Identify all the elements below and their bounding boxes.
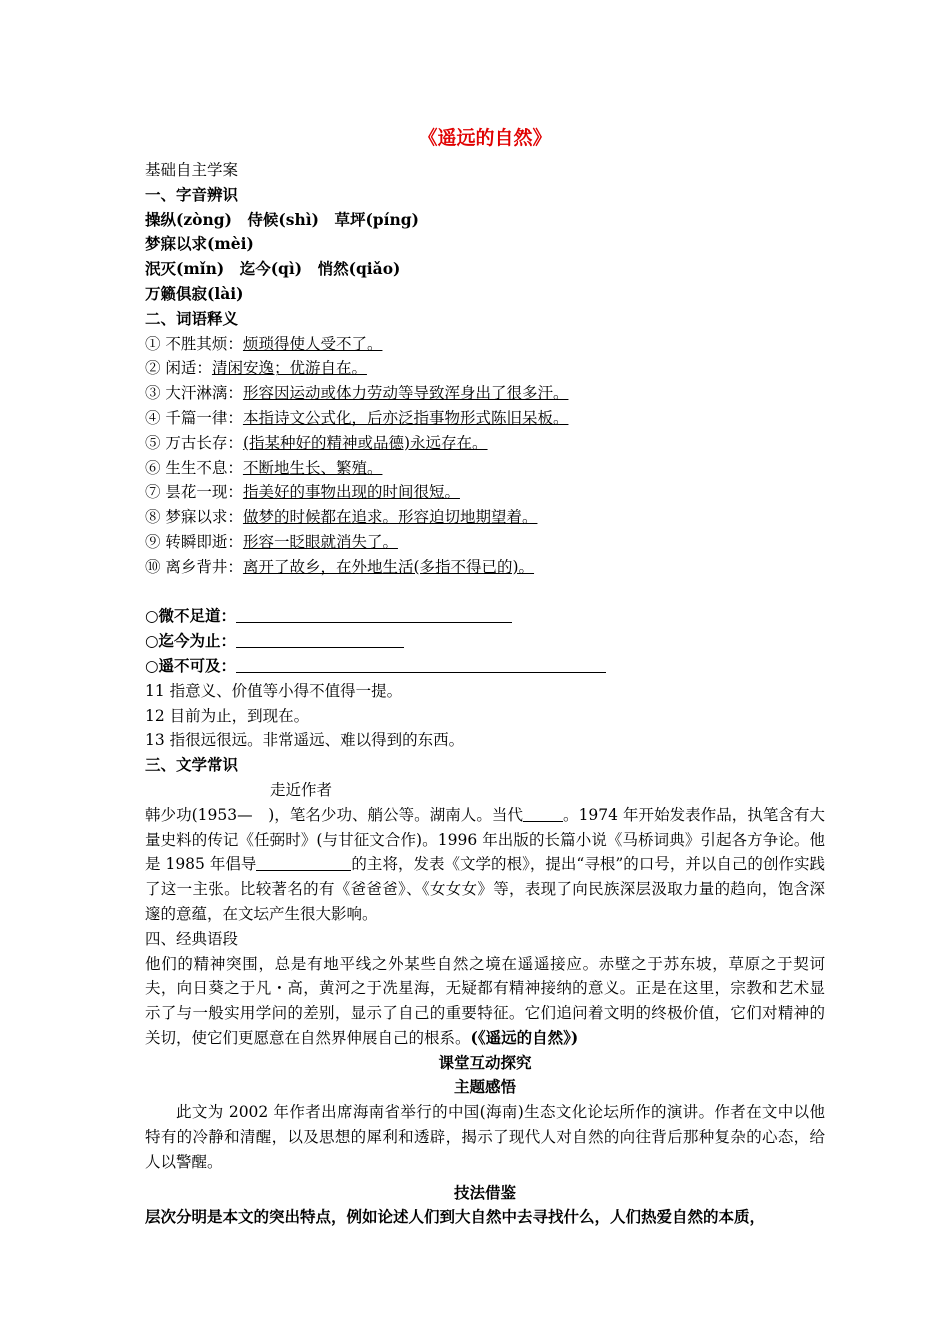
vocab-term: ⑤ 万古长存：: [145, 433, 243, 452]
vocab-item: [145, 406, 825, 431]
vocab-term: ① 不胜其烦：: [145, 334, 243, 353]
vocab-term: ⑦ 昙花一现：: [145, 483, 243, 502]
spacer: [145, 580, 825, 605]
vocab-definition: (指某种好的精神或品德)永远存在。: [242, 433, 488, 452]
pinyin-line: 操纵(zòng) 侍候(shì) 草坪(píng): [145, 209, 419, 229]
vocab-item: [145, 381, 825, 406]
fill-blank[interactable]: [236, 656, 606, 673]
fill-term: ○微不足道：: [145, 606, 237, 626]
passage-source: (《遥远的自然》): [470, 1027, 579, 1047]
vocab-term: ⑨ 转瞬即逝：: [145, 532, 243, 551]
vocab-definition: 形容一眨眼就消失了。: [242, 532, 398, 551]
vocab-term: ④ 千篇一律：: [145, 408, 243, 427]
technique-heading: 技法借鉴: [453, 1182, 516, 1202]
vocab-item: [145, 480, 825, 505]
fill-item: [145, 629, 825, 654]
fill-blank[interactable]: [236, 631, 404, 648]
author-text: 韩少功(1953— )，笔名少功、艄公等。湖南人。当代: [145, 805, 523, 824]
vocab-definition: 指美好的事物出现的时间很短。: [242, 483, 460, 502]
author-text: 的主将，发表《文学的根》，提出“寻根”的口号，并以自己的创作实践了这一主张。比较著名的有《爸爸爸》、《女女女》等，表现了向民族深层汲取力量的趋向，饱含深邃的意蕴，在文坛产生很大影响。: [145, 855, 825, 923]
vocab-definition: 本指诗文公式化，后亦泛指事物形式陈旧呆板。: [242, 408, 569, 427]
pinyin-line: 梦寐以求(mèi): [145, 234, 254, 254]
answer-line: 13 指很远很远。非常遥远、难以得到的东西。: [145, 731, 465, 750]
vocab-item: [145, 356, 825, 381]
vocab-item: [145, 431, 825, 456]
document-page: [145, 118, 825, 1230]
vocab-definition: 不断地生长、繁殖。: [242, 458, 383, 477]
vocab-definition: 清闲安逸；优游自在。: [211, 359, 367, 378]
answer-line: 12 目前为止，到现在。: [145, 706, 310, 725]
vocab-definition: 烦琐得使人受不了。: [242, 334, 383, 353]
classic-passage: [145, 952, 825, 1051]
fill-blank[interactable]: [236, 606, 512, 623]
vocab-definition: 形容因运动或体力劳动等导致浑身出了很多汗。: [242, 384, 569, 403]
pinyin-line: 泯灭(mǐn) 迄今(qì) 悄然(qiǎo): [145, 259, 401, 279]
section-4-heading: 四、经典语段: [145, 929, 239, 948]
class-heading: 课堂互动探究: [438, 1052, 532, 1072]
vocab-definition: 做梦的时候都在追求。形容迫切地期望着。: [242, 508, 538, 527]
document-title: 《遥远的自然》: [418, 127, 552, 149]
section-3-heading: 三、文学常识: [145, 755, 239, 775]
vocab-term: ③ 大汗淋漓：: [145, 384, 243, 403]
theme-paragraph: 此文为 2002 年作者出席海南省举行的中国(海南)生态文化论坛所作的演讲。作者在文中以他特有的冷静和清醒，以及思想的犀利和透辟，揭示了现代人对自然的向往背后那种复杂的心态，给人以警醒。: [145, 1103, 825, 1171]
vocab-item: [145, 530, 825, 555]
fill-item: [145, 604, 825, 629]
vocab-term: ② 闲适：: [145, 359, 212, 378]
author-text: 。1974 年开始发表作品，执笔含有大量史料的传记《任弼时》(与甘征文合作)。1996 年出版的长篇小说《马桥词典》引起各方争论。他是 1985 年倡导: [145, 805, 825, 874]
vocab-term: ⑩ 离乡背井：: [145, 557, 243, 576]
vocab-definition: 离开了故乡，在外地生活(多指不得已的)。: [242, 557, 535, 576]
answer-line: 11 指意义、价值等小得不值得一提。: [145, 681, 403, 700]
pinyin-line: 万籁俱寂(lài): [145, 283, 244, 303]
fill-term: ○迄今为止：: [145, 631, 237, 651]
section-1-heading: 一、字音辨识: [145, 184, 239, 204]
fill-blank[interactable]: [256, 854, 351, 871]
fill-blank[interactable]: [523, 805, 563, 822]
vocab-item: [145, 555, 825, 580]
vocab-item: [145, 332, 825, 357]
vocab-item: [145, 505, 825, 530]
subtitle: 基础自主学案: [145, 161, 239, 179]
theme-heading: 主题感悟: [453, 1077, 516, 1097]
author-paragraph: [145, 803, 825, 927]
technique-paragraph: 层次分明是本文的突出特点，例如论述人们到大自然中去寻找什么，人们热爱自然的本质，: [145, 1207, 766, 1227]
vocab-term: ⑧ 梦寐以求：: [145, 508, 243, 527]
fill-item: [145, 654, 825, 679]
author-heading: 走近作者: [270, 780, 333, 799]
passage-text: 他们的精神突围，总是有地平线之外某些自然之境在遥遥接应。赤壁之于苏东坡，草原之于契诃夫，向日葵之于凡・高，黄河之于冼星海，无疑都有精神接纳的意义。正是在这里，宗教和艺术显示了与一般实用学问的差别，显示了自己的重要特征。它们追问着文明的终极价值，它们对精神的关切，使它们更愿意在自然界伸展自己的根系。: [145, 954, 825, 1047]
vocab-item: [145, 456, 825, 481]
section-2-heading: 二、词语释义: [145, 308, 239, 328]
fill-term: ○遥不可及：: [145, 655, 237, 675]
vocab-term: ⑥ 生生不息：: [145, 458, 243, 477]
